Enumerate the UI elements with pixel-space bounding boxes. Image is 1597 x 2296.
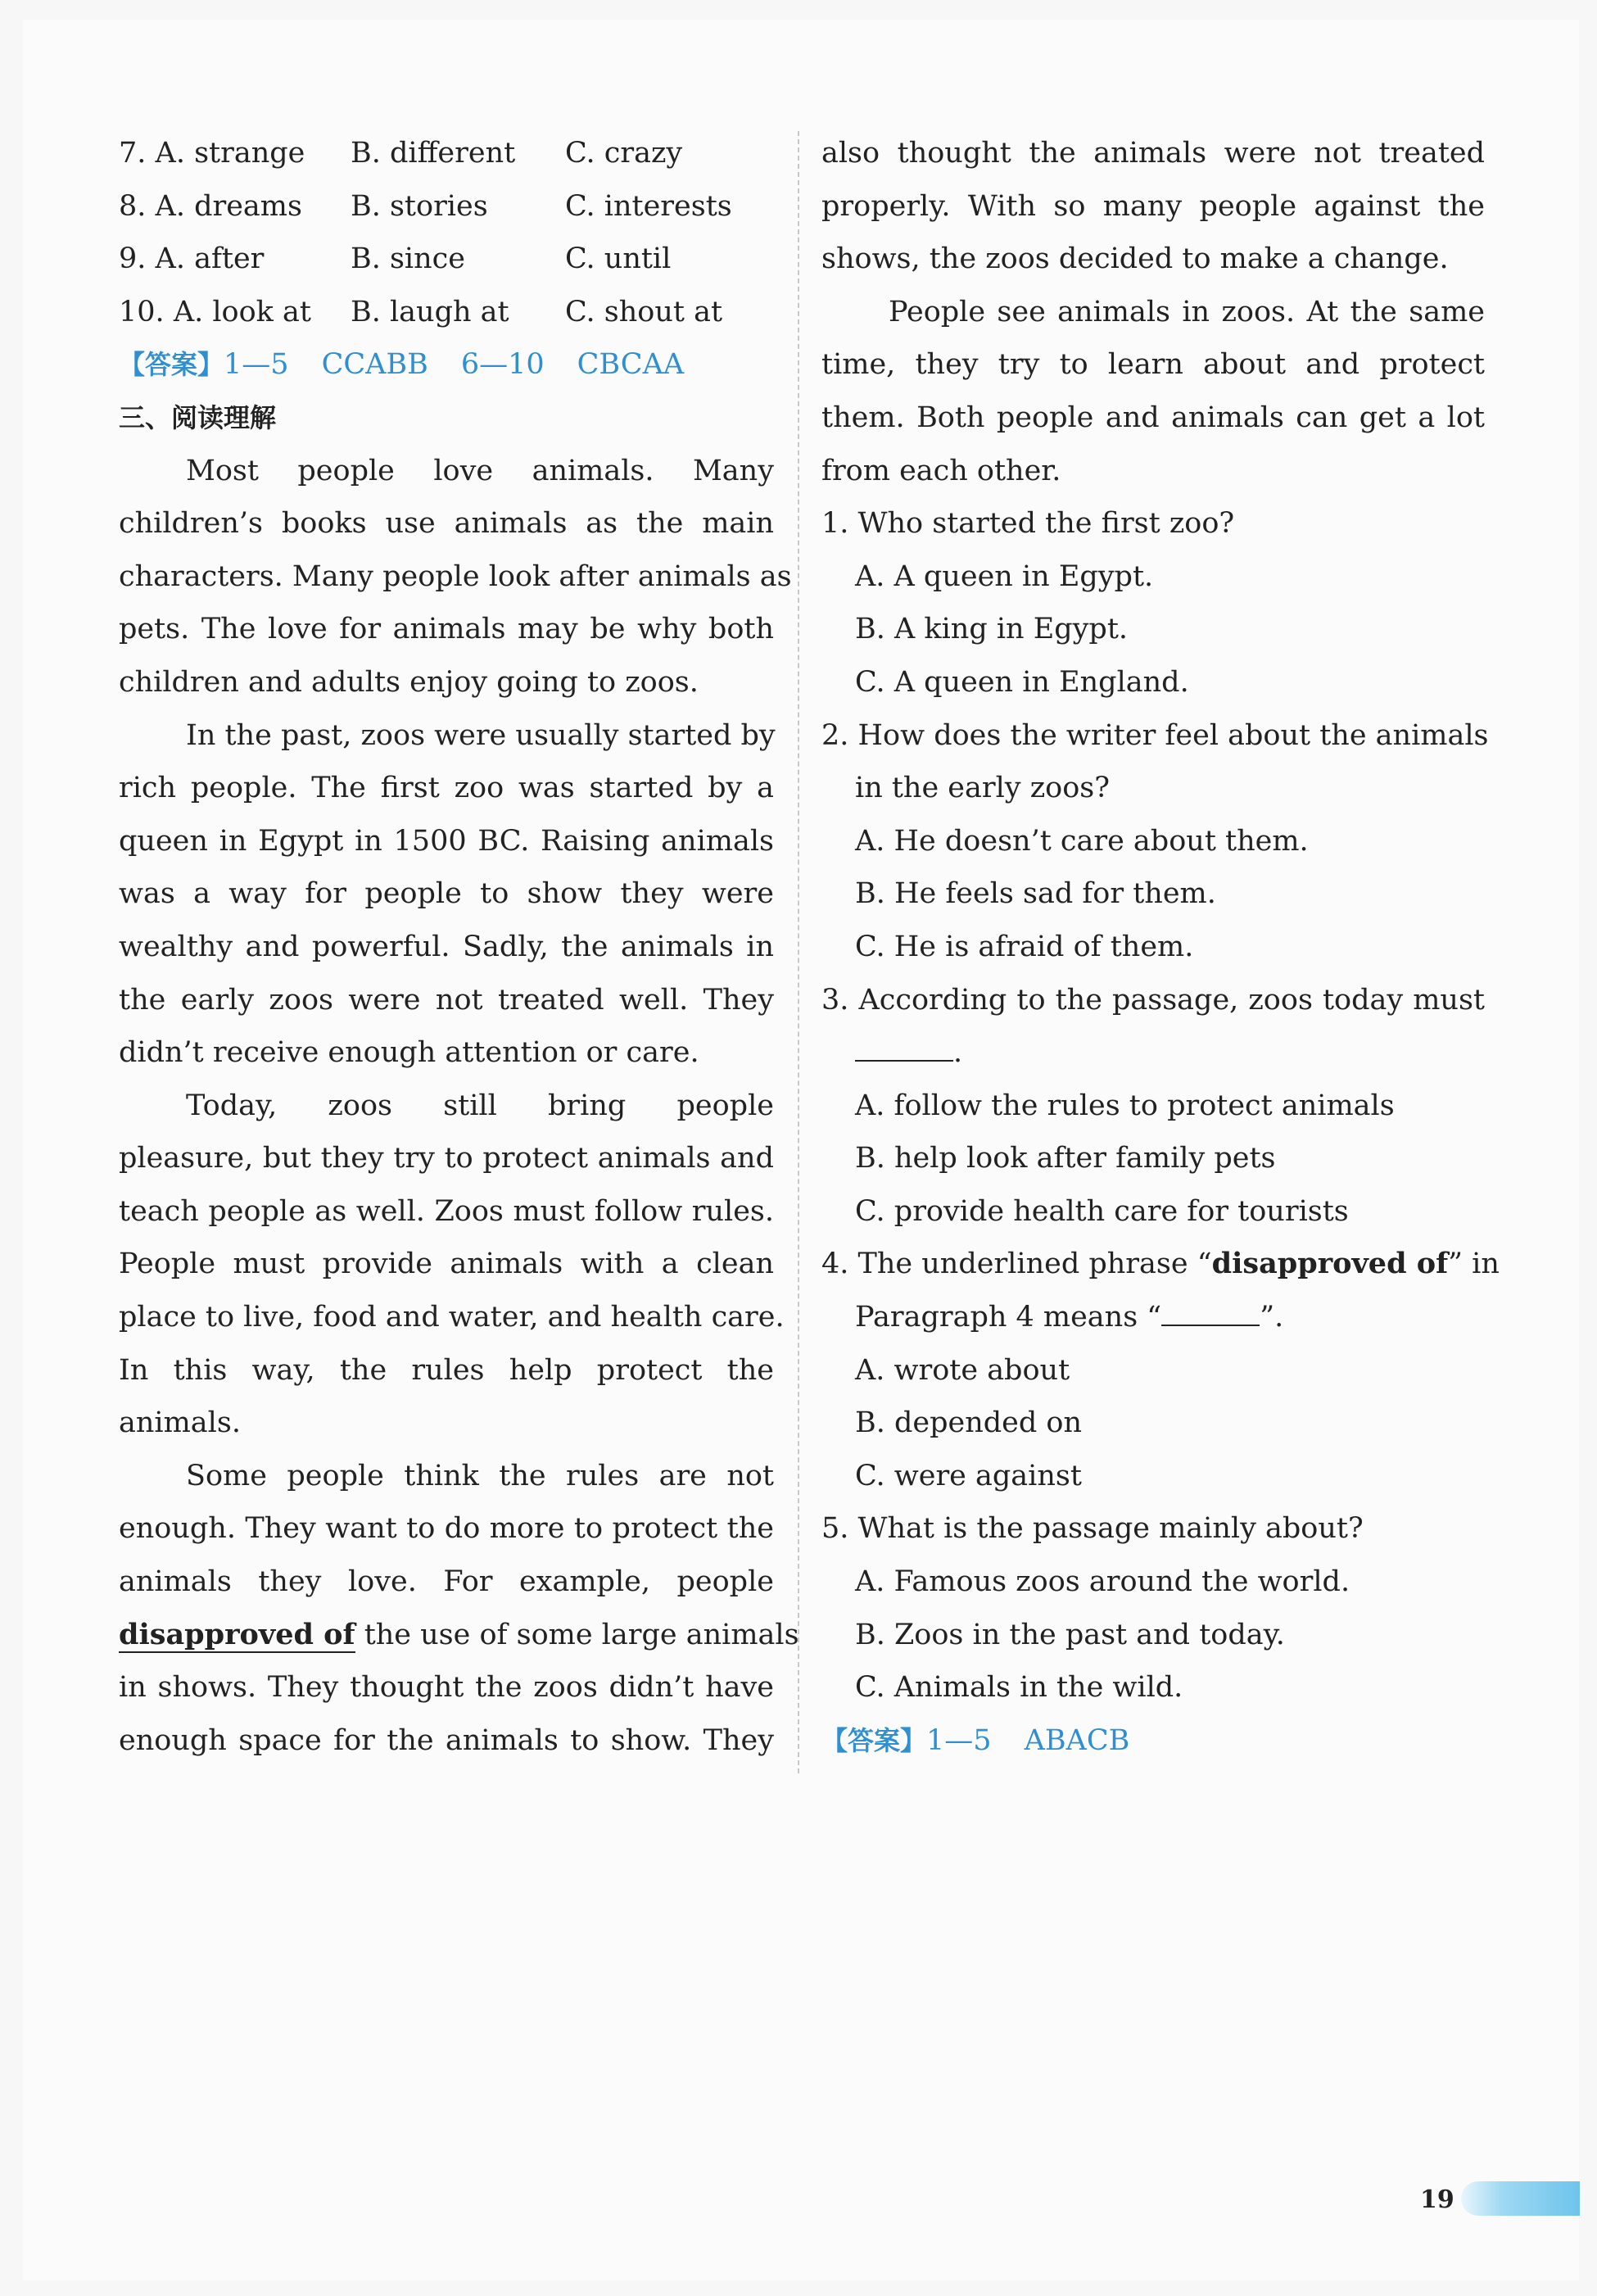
passage-line: place to live, food and water, and health care.	[119, 1301, 785, 1334]
question-option: A. Famous zoos around the world.	[855, 1565, 1350, 1599]
vocab-option-row: 9. A. after B. since C. until	[119, 242, 672, 276]
left-column	[119, 127, 799, 1767]
question-option: B. He feels sad for them.	[855, 877, 1216, 911]
passage-line: Some people think the rules are not	[186, 1459, 774, 1492]
question-option: B. Zoos in the past and today.	[855, 1618, 1285, 1651]
answer-key: 【答案】1—5 ABACB	[821, 1723, 1130, 1757]
passage-line: teach people as well. Zoos must follow rules.	[119, 1194, 774, 1228]
question-stem: in the early zoos?	[855, 772, 1111, 805]
passage-line: characters. Many people look after animals as	[119, 559, 792, 593]
passage-line: People see animals in zoos. At the same	[889, 295, 1485, 328]
passage-line: In the past, zoos were usually started by	[186, 718, 776, 752]
passage-line: pets. The love for animals may be why both	[119, 613, 774, 646]
underlined-phrase: disapproved of	[119, 1617, 355, 1651]
passage-line: shows, the zoos decided to make a change.	[821, 242, 1449, 276]
question-stem: 4. The underlined phrase “disapproved of” in	[821, 1247, 1500, 1281]
right-column	[821, 127, 1500, 1767]
question-stem: 1. Who started the first zoo?	[821, 507, 1235, 541]
question-option: A. wrote about	[855, 1353, 1070, 1387]
passage-line: was a way for people to show they were	[119, 877, 774, 911]
vocab-option-row: 10. A. look at B. laugh at C. shout at	[119, 295, 723, 328]
passage-line: In this way, the rules help protect the	[119, 1353, 774, 1387]
passage-line: disapproved of the use of some large animals	[119, 1617, 799, 1651]
passage-line: them. Both people and animals can get a lot	[821, 401, 1485, 434]
question-option: B. A king in Egypt.	[855, 613, 1129, 646]
passage-line: wealthy and powerful. Sadly, the animals in	[119, 930, 774, 963]
question-option: B. depended on	[855, 1406, 1083, 1440]
question-option: A. follow the rules to protect animals	[855, 1089, 1395, 1122]
passage-line: rich people. The first zoo was started by a	[119, 772, 774, 805]
passage-line: animals.	[119, 1406, 241, 1440]
answer-blank	[855, 1035, 953, 1062]
column-divider	[798, 131, 799, 1773]
passage-line: time, they try to learn about and protect	[821, 348, 1485, 382]
passage-line: animals they love. For example, people	[119, 1565, 774, 1599]
passage-line: didn’t receive enough attention or care.	[119, 1036, 699, 1070]
passage-line: children’s books use animals as the main	[119, 507, 774, 541]
passage-line: enough. They want to do more to protect the	[119, 1512, 774, 1546]
passage-line: Today, zoos still bring people	[186, 1089, 774, 1122]
vocab-option-row: 8. A. dreams B. stories C. interests	[119, 189, 732, 223]
vocab-option-row: 7. A. strange B. different C. crazy	[119, 137, 683, 170]
question-stem: .	[821, 1026, 1485, 1080]
page-number-bar	[1461, 2181, 1580, 2216]
question-option: C. were against	[855, 1459, 1082, 1492]
passage-line: properly. With so many people against the	[821, 189, 1485, 223]
question-stem: Paragraph 4 means “ ”.	[855, 1301, 1284, 1334]
passage-line: the early zoos were not treated well. They	[119, 983, 774, 1017]
passage-line: children and adults enjoy going to zoos.	[119, 665, 699, 699]
question-option: C. A queen in England.	[855, 665, 1189, 699]
question-option: A. A queen in Egypt.	[855, 559, 1154, 593]
section-title: 三、阅读理解	[119, 401, 277, 433]
answer-blank	[1161, 1300, 1260, 1326]
passage-line: enough space for the animals to show. They	[119, 1723, 774, 1757]
question-option: A. He doesn’t care about them.	[855, 824, 1309, 858]
passage-line: pleasure, but they try to protect animals and	[119, 1142, 774, 1175]
page-number: 19	[1420, 2185, 1454, 2214]
passage-line: from each other.	[821, 454, 1061, 487]
question-stem: 2. How does the writer feel about the animals	[821, 718, 1489, 752]
question-stem: 3. According to the passage, zoos today must	[821, 983, 1485, 1017]
question-option: C. provide health care for tourists	[855, 1194, 1349, 1228]
passage-line: also thought the animals were not treated	[821, 137, 1485, 170]
passage-line: People must provide animals with a clean	[119, 1248, 774, 1281]
question-option: C. He is afraid of them.	[855, 930, 1194, 963]
question-option: C. Animals in the wild.	[855, 1671, 1183, 1705]
answer-key: 【答案】1—5 CCABB 6—10 CBCAA	[119, 348, 685, 382]
passage-line: in shows. They thought the zoos didn’t have	[119, 1671, 774, 1705]
passage-line: queen in Egypt in 1500 BC. Raising animals	[119, 824, 774, 858]
passage-line: Most people love animals. Many	[186, 454, 774, 487]
question-stem: 5. What is the passage mainly about?	[821, 1512, 1364, 1546]
question-option: B. help look after family pets	[855, 1142, 1276, 1175]
